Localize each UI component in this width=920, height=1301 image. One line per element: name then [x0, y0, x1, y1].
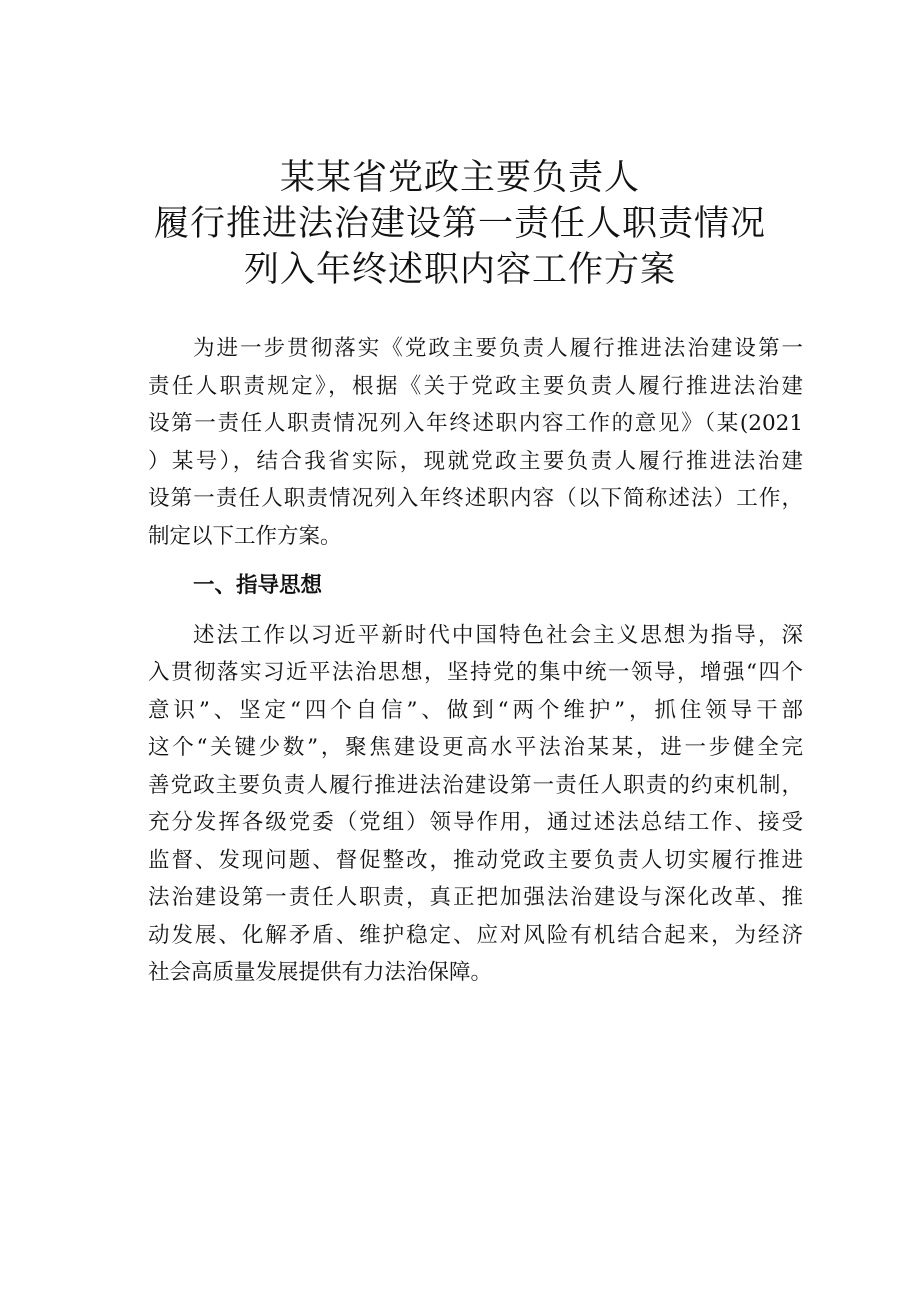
intro-paragraph	[148, 330, 803, 555]
paragraph-line: 入贯彻落实习近平法治思想，坚持党的集中统一领导，增强“四个	[148, 660, 803, 685]
paragraph-line: 法治建设第一责任人职责，真正把加强法治建设与深化改革、推	[148, 885, 803, 910]
paragraph-line: 述法工作以习近平新时代中国特色社会主义思想为指导，深	[193, 622, 803, 648]
paragraph-line: 充分发挥各级党委（党组）领导作用，通过述法总结工作、接受	[148, 810, 803, 835]
paragraph-line: 这个“关键少数”，聚焦建设更高水平法治某某，进一步健全完	[148, 735, 803, 760]
paragraph-line: 善党政主要负责人履行推进法治建设第一责任人职责的约束机制，	[148, 772, 803, 798]
guiding-thought-paragraph	[148, 617, 803, 992]
paragraph-line: 设第一责任人职责情况列入年终述职内容工作的意见》（某(2021	[148, 411, 803, 436]
document-title	[0, 155, 920, 293]
paragraph-line: 社会高质量发展提供有力法治保障。	[148, 960, 493, 985]
paragraph-line: ）某号），结合我省实际，现就党政主要负责人履行推进法治建	[148, 448, 803, 474]
document-body	[148, 330, 803, 992]
paragraph-line: 监督、发现问题、督促整改，推动党政主要负责人切实履行推进	[148, 847, 803, 873]
paragraph-line: 意识”、坚定“四个自信”、做到“两个维护”，抓住领导干部	[148, 697, 803, 723]
title-line-1: 某某省党政主要负责人	[279, 158, 640, 198]
paragraph-line: 责任人职责规定》，根据《关于党政主要负责人履行推进法治建	[148, 373, 803, 399]
paragraph-line: 制定以下工作方案。	[148, 523, 342, 549]
section-heading: 一、指导思想	[193, 573, 323, 598]
title-line-2: 履行推进法治建设第一责任人职责情况	[153, 204, 766, 244]
paragraph-line: 设第一责任人职责情况列入年终述职内容（以下简称述法）工作，	[148, 486, 803, 511]
paragraph-line: 动发展、化解矛盾、维护稳定、应对风险有机结合起来，为经济	[148, 922, 803, 948]
title-line-3: 列入年终述职内容工作方案	[243, 250, 676, 290]
paragraph-line: 为进一步贯彻落实《党政主要负责人履行推进法治建设第一	[193, 336, 803, 361]
